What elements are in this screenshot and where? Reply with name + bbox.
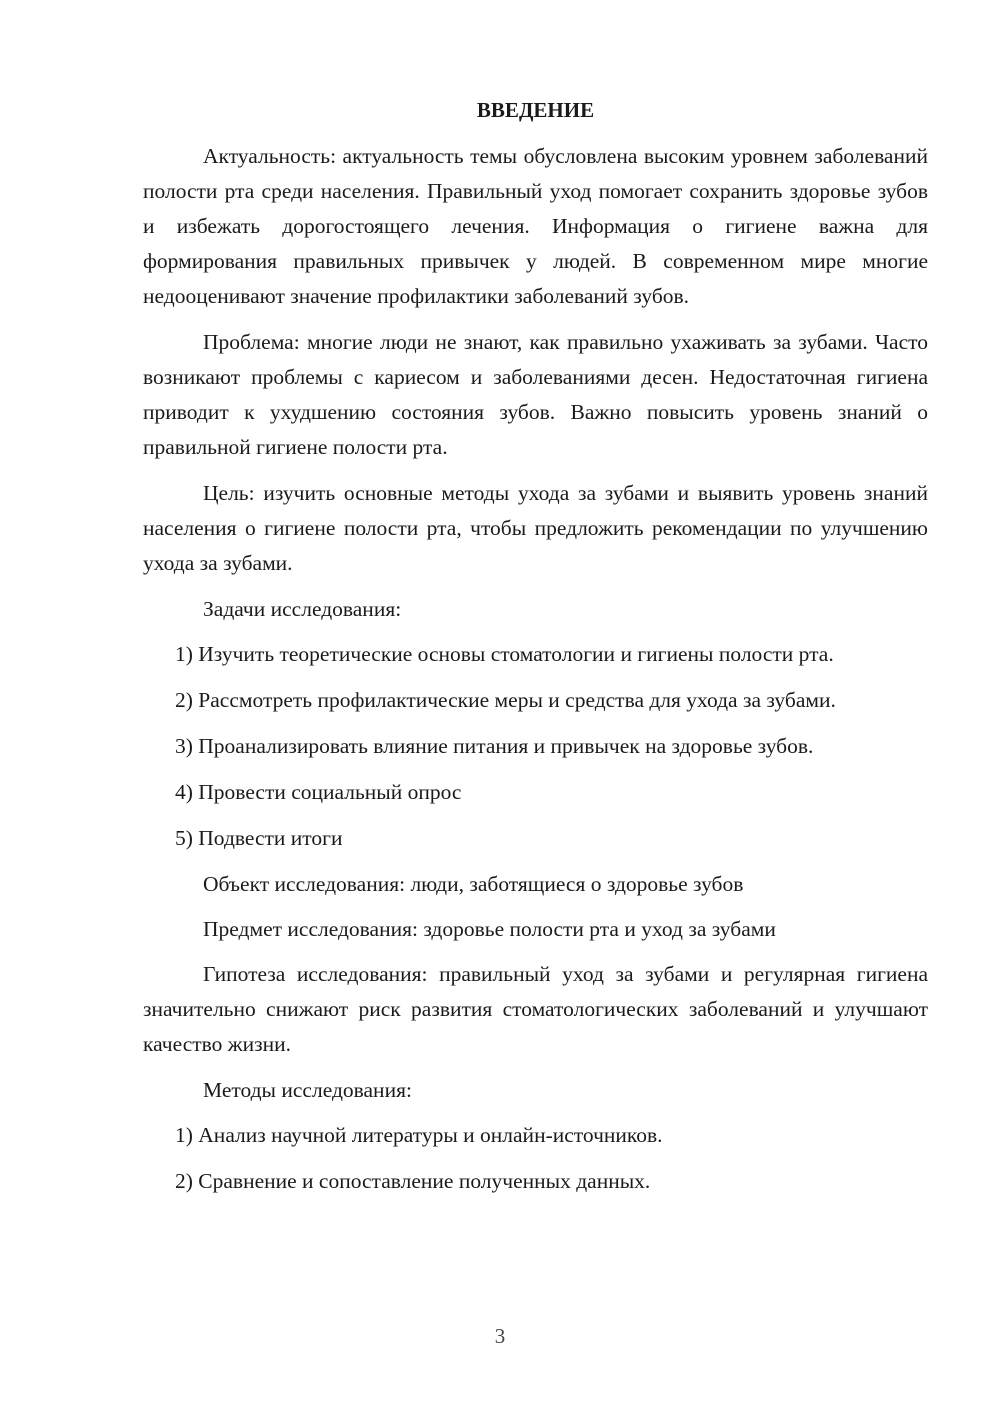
page-title: ВВЕДЕНИЕ [476,98,595,122]
document-body [143,94,928,1210]
task-item-1: 1) Изучить теоретические основы стоматологии и гигиены полости рта. [175,642,834,666]
task-item-4: 4) Провести социальный опрос [175,780,462,804]
task-item-3: 3) Проанализировать влияние питания и привычек на здоровье зубов. [175,734,814,758]
method-item-1: 1) Анализ научной литературы и онлайн-источников. [175,1123,663,1147]
task-item-2: 2) Рассмотреть профилактические меры и средства для ухода за зубами. [175,688,836,712]
methods-heading: Методы исследования: [203,1078,412,1102]
page-number: 3 [494,1324,506,1348]
research-object: Объект исследования: люди, заботящиеся о здоровье зубов [203,872,744,896]
problem-paragraph: Проблема: многие люди не знают, как правильно ухаживать за зубами. Часто возникают проблемы с кариесом и заболеваниями десен. Недостаточная гигиена приводит к ухудшению состояния зубов. Важно повысить уровень знаний о правильной гигиене полости рта. [143,330,928,459]
tasks-heading: Задачи исследования: [203,597,402,621]
hypothesis-paragraph: Гипотеза исследования: правильный уход за зубами и регулярная гигиена значительно снижают риск развития стоматологических заболеваний и улучшают качество жизни. [143,962,928,1056]
goal-paragraph: Цель: изучить основные методы ухода за зубами и выявить уровень знаний населения о гигиене полости рта, чтобы предложить рекомендации по улучшению ухода за зубами. [143,481,928,575]
relevance-paragraph: Актуальность: актуальность темы обусловлена высоким уровнем заболеваний полости рта среди населения. Правильный уход помогает сохранить здоровье зубов и избежать дорогостоящего лечения. Информация о гигиене важна для формирования правильных привычек у людей. В современном мире многие недооценивают значение профилактики заболеваний зубов. [143,144,928,308]
method-item-2: 2) Сравнение и сопоставление полученных данных. [175,1169,651,1193]
task-item-5: 5) Подвести итоги [175,826,343,850]
research-subject: Предмет исследования: здоровье полости рта и уход за зубами [203,917,776,941]
